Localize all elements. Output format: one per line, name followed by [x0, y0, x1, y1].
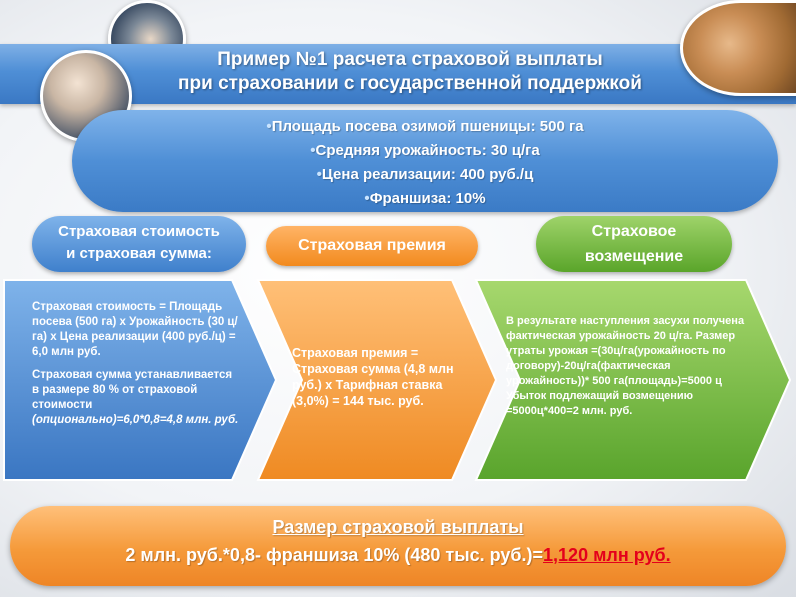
insured-value-label-line-1: Страховая стоимость: [58, 223, 220, 240]
insured-value-label-line-2: и страховая сумма:: [66, 245, 212, 262]
value-card-paragraph-2-text: Страховая сумма устанавливается в размере 80 % от страховой стоимости: [32, 369, 233, 411]
compensation-label: [536, 216, 732, 272]
premium-card-text: Страховая премия = Страховая сумма (4,8 млн руб.) х Тарифная ставка (3,0%) = 144 тыс. руб.: [292, 346, 454, 408]
title-line-1: Пример №1 расчета страховой выплаты: [217, 49, 603, 70]
compensation-card-text: В результате наступления засухи получена фактическая урожайность 20 ц/га. Размер утраты урожая =(30ц/га(урожайность по договору)-20ц/га(фактическая урожайность))* 500 га(площадь)=5000 ц Убыток подлежащий возмещению =5000ц*400=2 млн. руб.: [506, 315, 745, 417]
grain-in-hands-photo: [680, 0, 796, 96]
info-item-yield: [72, 140, 778, 162]
result-formula-line: [10, 545, 786, 566]
info-item-text: Франшиза: 10%: [369, 190, 486, 207]
insured-value-label: [32, 216, 246, 272]
compensation-label-line-1: Страховое: [591, 223, 677, 240]
info-item-text: Площадь посева озимой пшеницы: 500 га: [271, 118, 584, 135]
value-card-paragraph-2-italic: (опционально)=6,0*0,8=4,8 млн. руб.: [32, 414, 239, 426]
info-item-price: [72, 164, 778, 186]
page-title: [150, 48, 670, 96]
value-card-text: [32, 300, 240, 428]
value-card-paragraph-2: [32, 368, 240, 428]
bullet-icon: •: [310, 142, 316, 159]
title-line-2: при страховании с государственной поддержкой: [178, 73, 642, 94]
premium-label-text: Страховая премия: [298, 237, 446, 254]
result-formula: 2 млн. руб.*0,8- франшиза 10% (480 тыс. руб.)=: [125, 545, 544, 565]
value-card-paragraph-1: Страховая стоимость = Площадь посева (500 га) х Урожайность (30 ц/га) х Цена реализации (400 руб./ц) = 6,0 млн руб.: [32, 301, 238, 358]
bullet-icon: •: [316, 166, 322, 183]
bullet-icon: •: [364, 190, 370, 207]
info-item-area: [72, 116, 778, 138]
result-title: Размер страховой выплаты: [272, 517, 524, 537]
info-item-text: Средняя урожайность: 30 ц/га: [315, 142, 540, 159]
result-value: 1,120 млн руб.: [543, 545, 671, 565]
premium-label: [266, 226, 478, 266]
compensation-label-line-2: возмещение: [584, 248, 684, 265]
bullet-icon: •: [266, 118, 272, 135]
info-item-text: Цена реализации: 400 руб./ц: [321, 166, 534, 183]
info-item-deductible: [72, 188, 778, 210]
